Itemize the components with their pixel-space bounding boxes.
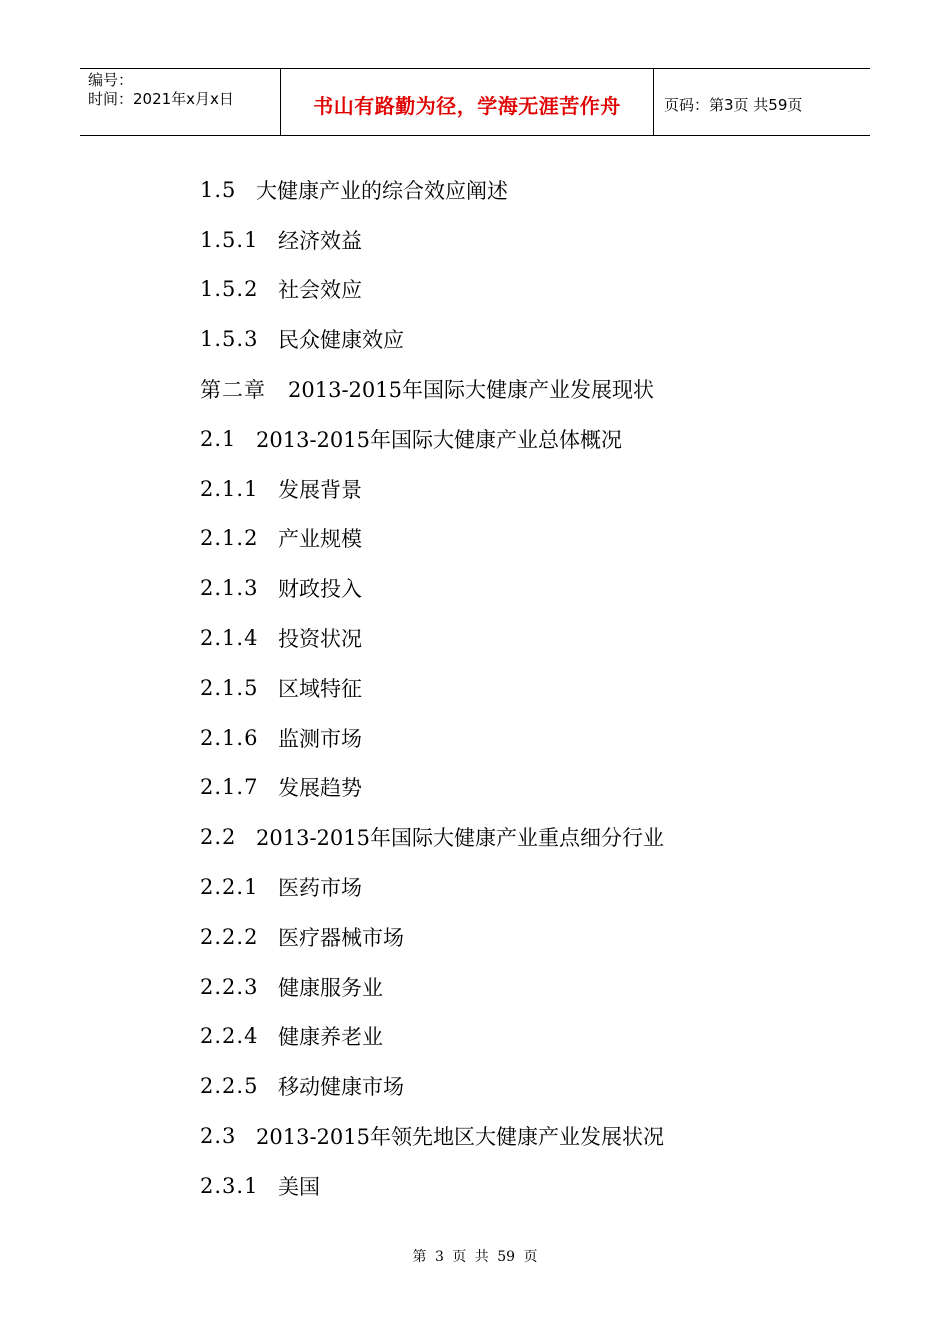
toc-entry-title: 民众健康效应 [278,328,404,353]
toc-entry-number: 2.2.3 [200,974,259,999]
toc-entry-number: 2.1.4 [200,626,259,651]
toc-entry[interactable] [200,563,664,613]
toc-entry-number: 2.1 [200,426,237,451]
toc-entry[interactable] [200,663,664,713]
toc-entry[interactable] [200,912,664,962]
toc-entry-number: 2.1.3 [200,576,259,601]
toc-entry[interactable] [200,464,664,514]
toc-entry[interactable] [200,314,664,364]
toc-entry-number: 2.3.1 [200,1173,259,1198]
toc-entry-title: 医药市场 [278,876,362,901]
toc-entry[interactable] [200,514,664,564]
time-label: 时间：2021年x月x日 [88,90,234,108]
toc-entry-title: 2013-2015年领先地区大健康产业发展状况 [256,1125,664,1150]
toc-entry-title: 区域特征 [278,676,362,701]
toc-entry-number: 2.1.6 [200,725,259,750]
toc-entry[interactable] [200,215,664,265]
toc-entry-title: 2013-2015年国际大健康产业重点细分行业 [256,826,664,851]
toc-entry-title: 经济效益 [278,228,362,253]
toc-entry-title: 美国 [278,1174,320,1199]
toc-entry-number: 2.1.1 [200,476,259,501]
footer-page-number: 第 3 页 共 59 页 [412,1249,538,1265]
toc-entry-title: 2013-2015年国际大健康产业发展现状 [288,378,654,403]
toc-entry-title: 健康服务业 [278,975,383,1000]
toc-entry-number: 2.1.2 [200,526,259,551]
toc-entry-title: 发展背景 [278,477,362,502]
toc-entry-number: 2.1.7 [200,775,259,800]
toc-entry[interactable] [200,1012,664,1062]
toc-entry-title: 2013-2015年国际大健康产业总体概况 [256,427,622,452]
toc-entry[interactable] [200,763,664,813]
toc-entry[interactable] [200,613,664,663]
toc-entry-number: 2.1.5 [200,675,259,700]
toc-entry-number: 2.2.1 [200,875,259,900]
toc-entry-title: 医疗器械市场 [278,925,404,950]
toc-entry[interactable] [200,364,664,414]
toc-entry[interactable] [200,414,664,464]
toc-entry-number: 1.5 [200,177,237,202]
toc-entry-number: 1.5.3 [200,327,259,352]
header-meta [80,69,281,135]
toc-entry-number: 1.5.1 [200,227,259,252]
toc-entry[interactable] [200,812,664,862]
toc-entry[interactable] [200,265,664,315]
page-footer [0,1246,950,1266]
toc-entry[interactable] [200,165,664,215]
page-header [80,68,870,136]
header-page-info [654,69,870,135]
page-info-text: 页码：第3页 共59页 [664,95,803,114]
toc-entry-number: 1.5.2 [200,277,259,302]
toc-entry-title: 监测市场 [278,726,362,751]
toc-entry-title: 产业规模 [278,527,362,552]
toc-entry-number: 第二章 [200,378,266,403]
toc-entry-number: 2.3 [200,1124,237,1149]
toc-entry-title: 财政投入 [278,577,362,602]
toc-entry[interactable] [200,862,664,912]
toc-entry-number: 2.2 [200,825,237,850]
toc-entry[interactable] [200,962,664,1012]
table-of-contents [200,165,664,1211]
toc-entry-number: 2.2.2 [200,924,259,949]
motto-text: 书山有路勤为径，学海无涯苦作舟 [313,93,621,118]
toc-entry[interactable] [200,1111,664,1161]
toc-entry[interactable] [200,1061,664,1111]
toc-entry-title: 投资状况 [278,627,362,652]
toc-entry-title: 发展趋势 [278,776,362,801]
number-label: 编号： [88,71,134,89]
toc-entry-number: 2.2.5 [200,1074,259,1099]
toc-entry-title: 大健康产业的综合效应阐述 [256,178,508,203]
toc-entry-title: 健康养老业 [278,1025,383,1050]
toc-entry[interactable] [200,1161,664,1211]
toc-entry[interactable] [200,713,664,763]
toc-entry-title: 社会效应 [278,278,362,303]
toc-entry-title: 移动健康市场 [278,1075,404,1100]
header-motto-cell [281,69,654,135]
toc-entry-number: 2.2.4 [200,1024,259,1049]
